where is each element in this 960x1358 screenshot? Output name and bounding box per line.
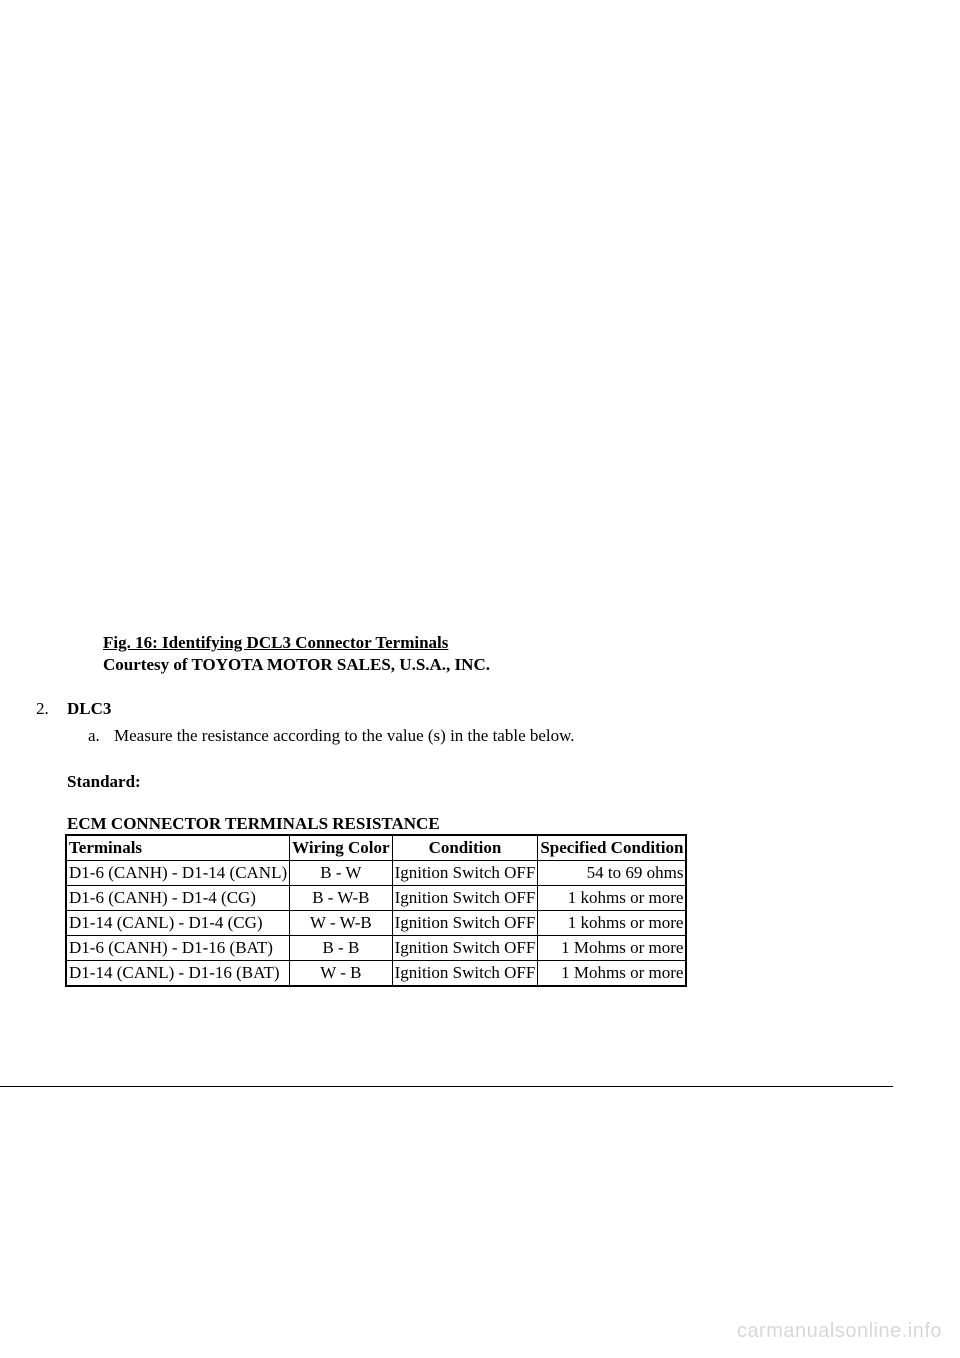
table-row — [66, 886, 686, 911]
cell-terminals: D1-6 (CANH) - D1-14 (CANL) — [66, 861, 290, 886]
cell-condition: Ignition Switch OFF — [392, 936, 538, 961]
table-row — [66, 936, 686, 961]
cell-wiring-color: W - B — [290, 961, 392, 987]
substep-letter: a. — [88, 726, 100, 745]
figure-title: Fig. 16: Identifying DCL3 Connector Terminals — [103, 633, 449, 652]
cell-specified-condition: 1 kohms or more — [538, 911, 687, 936]
table-title: ECM CONNECTOR TERMINALS RESISTANCE — [67, 814, 440, 833]
footer-divider — [0, 1086, 893, 1087]
cell-terminals: D1-6 (CANH) - D1-4 (CG) — [66, 886, 290, 911]
cell-terminals: D1-14 (CANL) - D1-16 (BAT) — [66, 961, 290, 987]
substep-text: Measure the resistance according to the value (s) in the table below. — [114, 726, 575, 745]
header-wiring-color: Wiring Color — [290, 835, 392, 861]
figure-courtesy: Courtesy of TOYOTA MOTOR SALES, U.S.A., INC. — [103, 655, 490, 674]
cell-condition: Ignition Switch OFF — [392, 861, 538, 886]
header-specified-condition: Specified Condition — [538, 835, 687, 861]
step-title: DLC3 — [67, 699, 112, 718]
header-terminals: Terminals — [66, 835, 290, 861]
table-row — [66, 911, 686, 936]
standard-label: Standard: — [67, 772, 141, 791]
table-header-row — [66, 835, 686, 861]
table-row — [66, 861, 686, 886]
cell-condition: Ignition Switch OFF — [392, 886, 538, 911]
cell-specified-condition: 1 Mohms or more — [538, 936, 687, 961]
cell-specified-condition: 54 to 69 ohms — [538, 861, 687, 886]
cell-specified-condition: 1 Mohms or more — [538, 961, 687, 987]
cell-wiring-color: B - B — [290, 936, 392, 961]
watermark: carmanualsonline.info — [736, 1320, 942, 1342]
figure-caption — [103, 632, 490, 676]
table-row — [66, 961, 686, 987]
cell-terminals: D1-6 (CANH) - D1-16 (BAT) — [66, 936, 290, 961]
cell-wiring-color: B - W-B — [290, 886, 392, 911]
header-condition: Condition — [392, 835, 538, 861]
cell-wiring-color: B - W — [290, 861, 392, 886]
cell-condition: Ignition Switch OFF — [392, 961, 538, 987]
cell-terminals: D1-14 (CANL) - D1-4 (CG) — [66, 911, 290, 936]
cell-specified-condition: 1 kohms or more — [538, 886, 687, 911]
cell-wiring-color: W - W-B — [290, 911, 392, 936]
resistance-table — [65, 834, 687, 987]
cell-condition: Ignition Switch OFF — [392, 911, 538, 936]
step-number: 2. — [36, 699, 49, 718]
